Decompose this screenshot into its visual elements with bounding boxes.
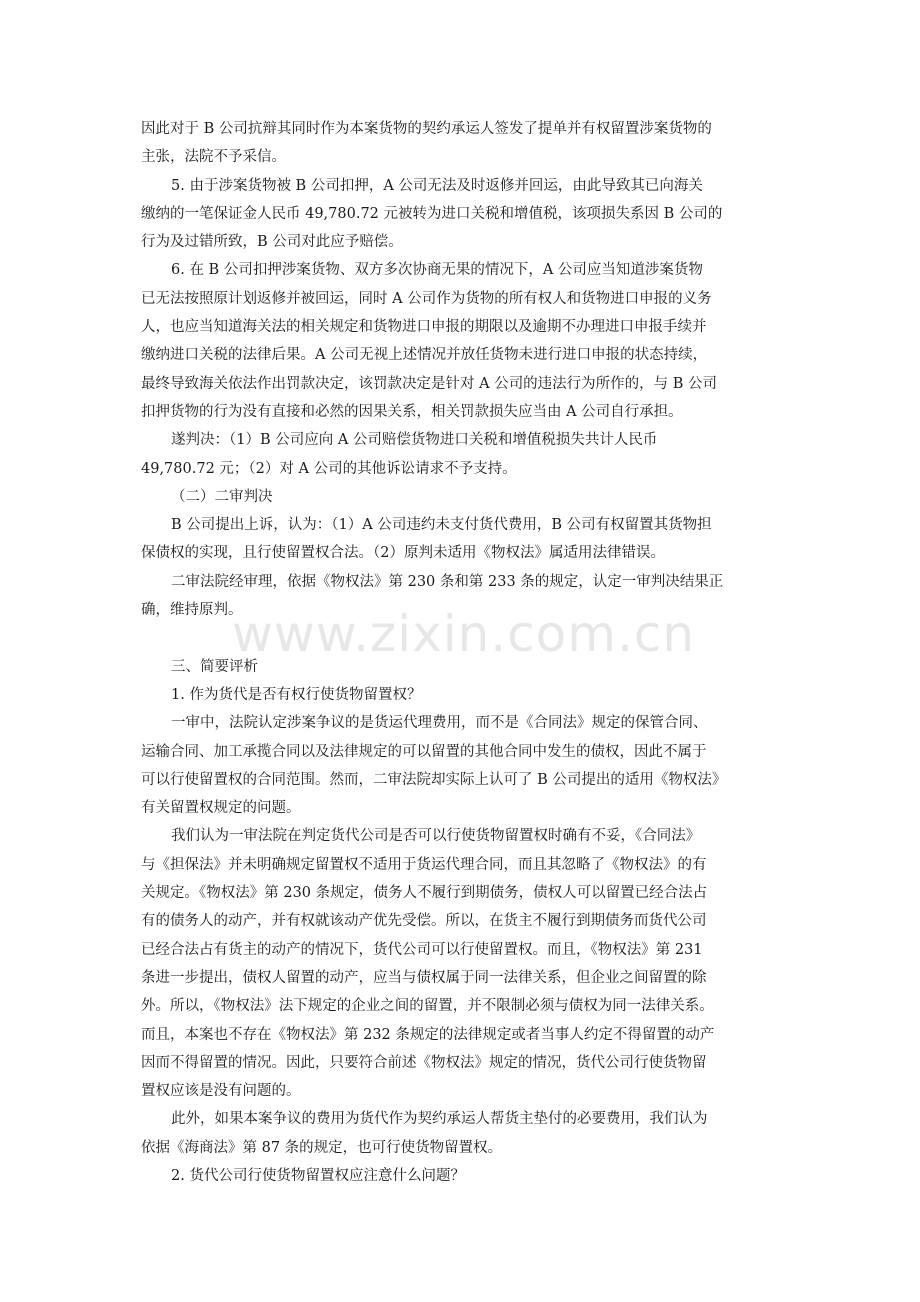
list-item-6: 6. 在 B 公司扣押涉案货物、双方多次协商无果的情况下，A 公司应当知道涉案货物 [171, 262, 703, 279]
paragraph-line: 人，也应当知道海关法的相关规定和货物进口申报的期限以及逾期不办理进口申报手续并 [141, 319, 707, 336]
paragraph-line: 置权应该是没有问题的。 [141, 1083, 301, 1100]
paragraph-line: 依据《海商法》第 87 条的规定，也可行使货物留置权。 [141, 1139, 503, 1156]
additional-paragraph: 此外，如果本案争议的费用为货代作为契约承运人帮货主垫付的必要费用，我们认为 [171, 1111, 708, 1128]
paragraph-line: 运输合同、加工承揽合同以及法律规定的可以留置的其他合同中发生的债权，因此不属于 [141, 743, 707, 760]
paragraph-line: 扣押货物的行为没有直接和必然的因果关系，相关罚款损失应当由 A 公司自行承担。 [141, 403, 683, 420]
opinion-paragraph: 我们认为一审法院在判定货代公司是否可以行使货物留置权时确有不妥，《合同法》 [171, 828, 701, 845]
paragraph-line: 外。所以，《物权法》法下规定的企业之间的留置，并不限制必须与债权为同一法律关系。 [141, 998, 714, 1015]
paragraph-line: 有关留置权规定的问题。 [141, 800, 301, 817]
paragraph-line: 行为及过错所致，B 公司对此应予赔偿。 [141, 234, 403, 251]
blank-line [141, 624, 781, 652]
question-1: 1. 作为货代是否有权行使货物留置权？ [171, 686, 422, 703]
paragraph-line: 而且，本案也不存在《物权法》第 232 条规定的法律规定或者当事人约定不得留置的动产 [141, 1026, 715, 1043]
question-2: 2. 货代公司行使货物留置权应注意什么问题？ [171, 1167, 465, 1184]
appeal-paragraph: B 公司提出上诉，认为：（1）A 公司违约未支付货代费用，B 公司有权留置其货物担 [171, 517, 712, 534]
paragraph-line: 有的债务人的动产，并有权就该动产优先受偿。所以，在货主不履行到期债务而货代公司 [141, 913, 707, 930]
paragraph-line: 最终导致海关依法作出罚款决定，该罚款决定是针对 A 公司的违法行为所作的，与 B 公司 [141, 375, 718, 392]
section-heading-second-instance: （二）二审判决 [171, 488, 273, 505]
second-instance-paragraph: 二审法院经审理，依据《物权法》第 230 条和第 233 条的规定，认定一审判决结果正 [171, 573, 724, 590]
paragraph-line: 条进一步提出，债权人留置的动产，应当与债权属于同一法律关系，但企业之间留置的除 [141, 969, 707, 986]
judgment-paragraph: 遂判决：（1）B 公司应向 A 公司赔偿货物进口关税和增值税损失共计人民币 [171, 432, 658, 449]
paragraph-line: 主张，法院不予采信。 [141, 149, 286, 166]
paragraph-line: 已经合法占有货主的动产的情况下，货代公司可以行使留置权。而且，《物权法》第 231 [141, 941, 703, 958]
paragraph-line: 49,780.72 元；（2）对 A 公司的其他诉讼请求不予支持。 [141, 460, 517, 477]
paragraph-line: 保债权的实现，且行使留置权合法。（2）原判未适用《物权法》属适用法律错误。 [141, 545, 665, 562]
section-heading-analysis: 三、简要评析 [171, 658, 258, 675]
paragraph-line: 因而不得留置的情况。因此，只要符合前述《物权法》规定的情况，货代公司行使货物留 [141, 1054, 707, 1071]
paragraph-line: 关规定。《物权法》第 230 条规定，债务人不履行到期债务，债权人可以留置已经合法占 [141, 885, 708, 902]
paragraph-line: 已无法按照原计划返修并被回运，同时 A 公司作为货物的所有权人和货物进口申报的义务 [141, 290, 712, 307]
paragraph-line: 可以行使留置权的合同范围。然而，二审法院却实际上认可了 B 公司提出的适用《物权法》 [141, 771, 727, 788]
paragraph-line: 缴纳的一笔保证金人民币 49,780.72 元被转为进口关税和增值税，该项损失系因 B 公司的 [141, 205, 723, 222]
analysis-paragraph: 一审中，法院认定涉案争议的是货运代理费用，而不是《合同法》规定的保管合同、 [171, 715, 708, 732]
paragraph-line: 确，维持原判。 [141, 602, 243, 619]
paragraph-line: 与《担保法》并未明确规定留置权不适用于货运代理合同，而且其忽略了《物权法》的有 [141, 856, 707, 873]
paragraph-line: 因此对于 B 公司抗辩其同时作为本案货物的契约承运人签发了提单并有权留置涉案货物的 [141, 121, 712, 137]
list-item-5: 5. 由于涉案货物被 B 公司扣押，A 公司无法及时返修并回运，由此导致其已向海关 [171, 177, 703, 194]
watermark: www.zixin.com.cn [232, 605, 696, 663]
paragraph-line: 缴纳进口关税的法律后果。A 公司无视上述情况并放任货物未进行进口申报的状态持续， [141, 347, 708, 364]
body-text [141, 115, 781, 1190]
